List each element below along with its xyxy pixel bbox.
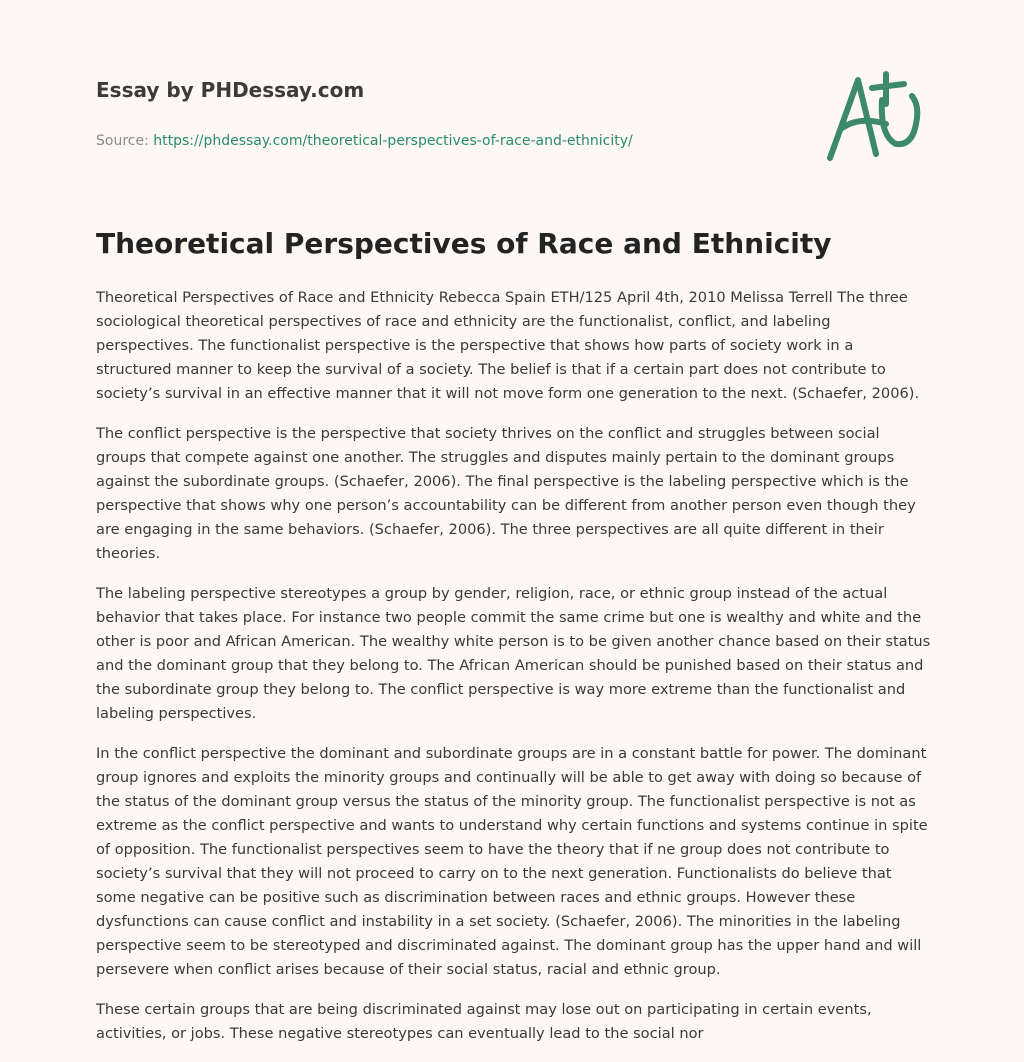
essay-paragraph: The conflict perspective is the perspective that society thrives on the conflict and struggles between social groups that compete against one another. The struggles and disputes mainly pertain to the dominant groups against the subordinate groups. (Schaefer, 2006). The final perspective is the labeling perspective which is the perspective that shows why one person’s accountability can be different from another person even though they are engaging in the same behaviors. (Schaefer, 2006). The three perspectives are all quite different in their theories.: [96, 425, 916, 562]
essay-paragraph: Theoretical Perspectives of Race and Ethnicity Rebecca Spain ETH/125 April 4th, 2010 Melissa Terrell The three sociological theoretical perspectives of race and ethnicity are the functionalist, conflict, and labeling perspectives. The functionalist perspective is the perspective that shows how parts of society work in a structured manner to keep the survival of a society. The belief is that if a certain part does not contribute to society’s survival in an effective manner that it will not move form one generation to the next. (Schaefer, 2006).: [96, 289, 920, 402]
essay-paragraph: The labeling perspective stereotypes a group by gender, religion, race, or ethnic group instead of the actual behavior that takes place. For instance two people commit the same crime but one is wealthy and white and the other is poor and African American. The wealthy white person is to be given another chance based on their status and the dominant group that they belong to. The African American should be punished based on their status and the subordinate group they belong to. The conflict perspective is way more extreme than the functionalist and labeling perspectives.: [96, 585, 931, 722]
essay-title: Theoretical Perspectives of Race and Ethnicity: [96, 227, 832, 260]
essay-header: [96, 76, 796, 150]
essay-paragraph: These certain groups that are being discriminated against may lose out on participating in certain events, activities, or jobs. These negative stereotypes can eventually lead to the social nor: [96, 1001, 872, 1042]
source-link[interactable]: https://phdessay.com/theoretical-perspectives-of-race-and-ethnicity/: [153, 133, 633, 149]
source-line: [96, 132, 796, 150]
essay-body: [96, 286, 932, 1062]
site-brand: Essay by PHDessay.com: [96, 78, 365, 102]
source-label: Source:: [96, 133, 149, 149]
essay-paragraph: In the conflict perspective the dominant and subordinate groups are in a constant battle for power. The dominant group ignores and exploits the minority groups and continually will be able to get away with doing so because of the status of the dominant group versus the status of the minority group. The functionalist perspective is not as extreme as the conflict perspective and wants to understand why certain functions and systems continue in spite of opposition. The functionalist perspectives seem to have the theory that if ne group does not contribute to society’s survival that they will not proceed to carry on to the next generation. Functionalists do believe that some negative can be positive such as discrimination between races and ethnic groups. However these dysfunctions can cause conflict and instability in a set society. (Schaefer, 2006). The minorities in the labeling perspective seem to be stereotyped and discriminated against. The dominant group has the upper hand and will persevere when conflict arises because of their social status, racial and ethnic group.: [96, 745, 928, 978]
a-plus-logo-icon: [820, 66, 930, 166]
